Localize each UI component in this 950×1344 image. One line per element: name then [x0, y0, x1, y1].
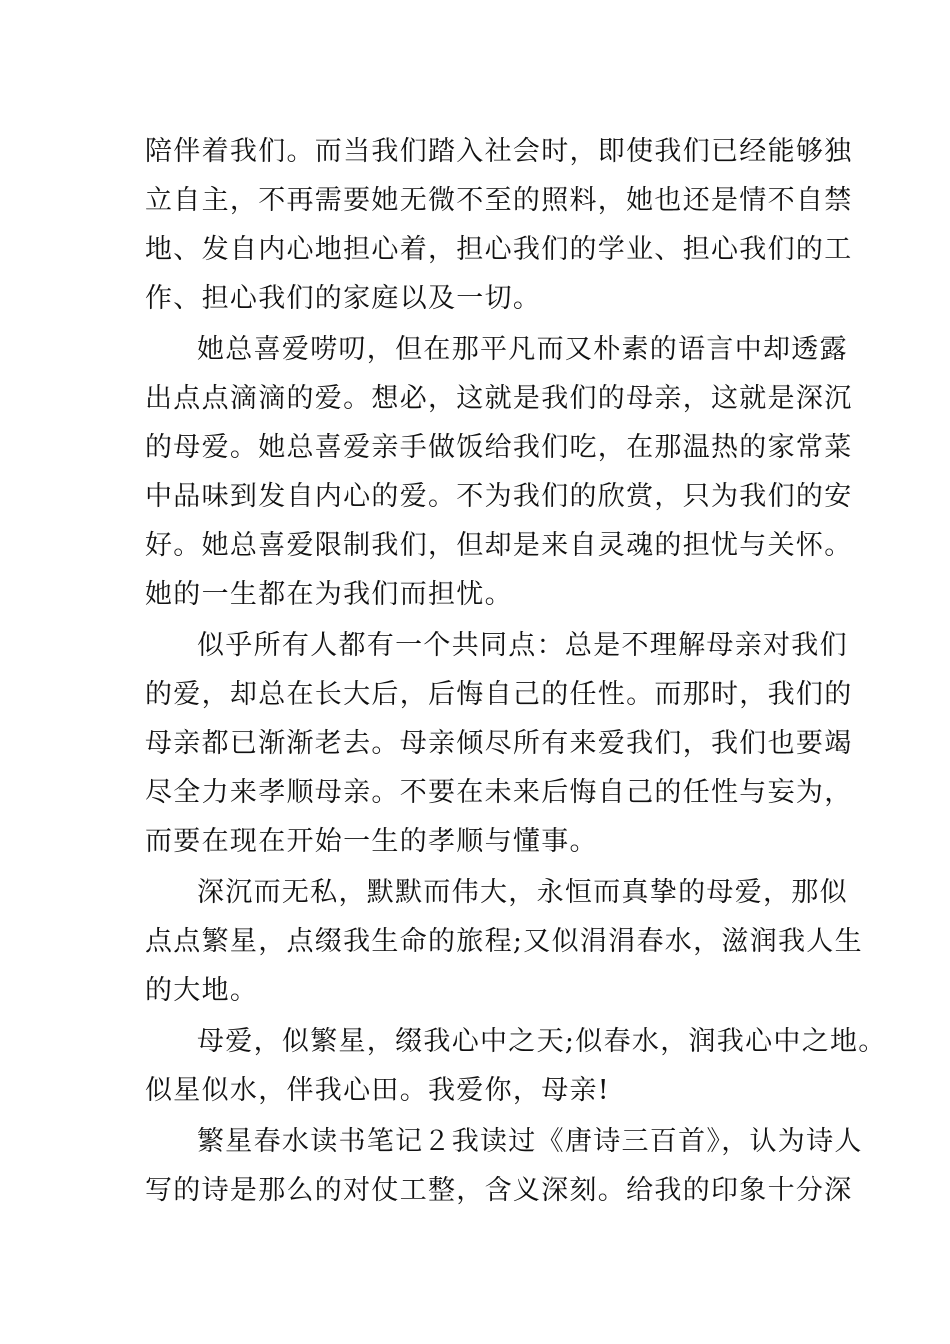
- text-line: 母亲都已渐渐老去。母亲倾尽所有来爱我们，我们也要竭: [145, 728, 853, 759]
- paragraph-first-line: 似乎所有人都有一个共同点：总是不理解母亲对我们: [197, 630, 848, 661]
- text-line: 中品味到发自内心的爱。不为我们的欣赏，只为我们的安: [145, 481, 853, 512]
- paragraph-first-line: 母爱，似繁星，缀我心中之天;似春水，润我心中之地。: [197, 1026, 887, 1057]
- paragraph-first-line: 她总喜爱唠叨，但在那平凡而又朴素的语言中却透露: [197, 334, 848, 365]
- text-line: 的大地。: [145, 975, 259, 1006]
- paragraph-first-line: 深沉而无私，默默而伟大，永恒而真挚的母爱，那似: [197, 877, 848, 908]
- text-line: 似星似水，伴我心田。我爱你，母亲!: [145, 1075, 610, 1106]
- text-line: 写的诗是那么的对仗工整，含义深刻。给我的印象十分深: [145, 1175, 853, 1206]
- text-line: 点点繁星，点缀我生命的旅程;又似涓涓春水，滋润我人生: [145, 926, 863, 957]
- text-line: 出点点滴滴的爱。想必，这就是我们的母亲，这就是深沉: [145, 383, 853, 414]
- text-line: 地、发自内心地担心着，担心我们的学业、担心我们的工: [145, 234, 853, 265]
- text-line: 而要在现在开始一生的孝顺与懂事。: [145, 826, 598, 857]
- text-line: 陪伴着我们。而当我们踏入社会时，即使我们已经能够独: [145, 136, 853, 167]
- text-line: 的爱，却总在长大后，后悔自己的任性。而那时，我们的: [145, 679, 853, 710]
- text-line: 好。她总喜爱限制我们，但却是来自灵魂的担忧与关怀。: [145, 530, 853, 561]
- text-line: 她的一生都在为我们而担忧。: [145, 579, 513, 610]
- text-line: 立自主，不再需要她无微不至的照料，她也还是情不自禁: [145, 185, 853, 216]
- text-line: 作、担心我们的家庭以及一切。: [145, 283, 542, 314]
- paragraph-first-line: 繁星春水读书笔记２我读过《唐诗三百首》，认为诗人: [197, 1126, 863, 1157]
- text-line: 尽全力来孝顺母亲。不要在未来后悔自己的任性与妄为，: [145, 777, 853, 808]
- text-line: 的母爱。她总喜爱亲手做饭给我们吃，在那温热的家常菜: [145, 432, 853, 463]
